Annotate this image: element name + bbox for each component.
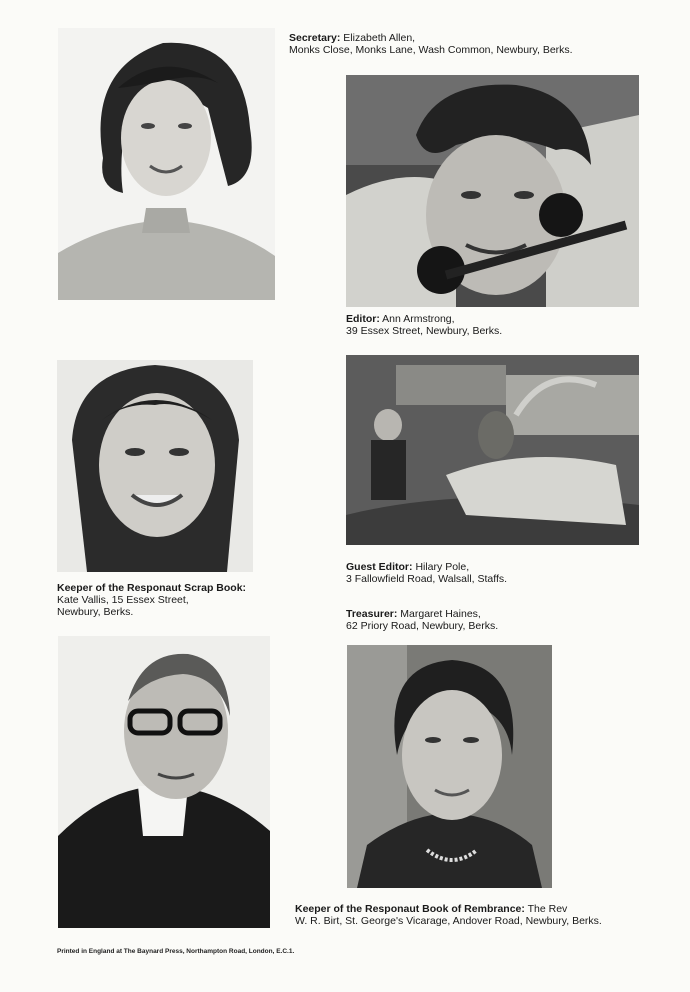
caption-keeper-scrap-book bbox=[57, 582, 246, 618]
photo-secretary bbox=[58, 28, 275, 300]
role-label: Treasurer: bbox=[346, 608, 398, 620]
role-label: Keeper of the Responaut Book of Rembrance: bbox=[295, 903, 525, 915]
role-label: Editor: bbox=[346, 313, 380, 325]
person-address: Monks Close, Monks Lane, Wash Common, Newbury, Berks. bbox=[289, 44, 573, 56]
person-name: Elizabeth Allen, bbox=[343, 32, 416, 44]
photo-keeper-scrap-book bbox=[57, 360, 253, 572]
role-label: Guest Editor: bbox=[346, 561, 413, 573]
person-name: Hilary Pole, bbox=[415, 561, 470, 573]
person-address: 62 Priory Road, Newbury, Berks. bbox=[346, 620, 499, 632]
photo-editor bbox=[346, 75, 639, 307]
photo-treasurer bbox=[347, 645, 552, 888]
printer-footer: Printed in England at The Baynard Press, Northampton Road, London, E.C.1. bbox=[57, 948, 295, 955]
caption-treasurer bbox=[346, 608, 498, 632]
person-name: The Rev bbox=[527, 903, 568, 915]
photo-guest-editor bbox=[346, 355, 639, 545]
caption-secretary bbox=[289, 32, 573, 56]
caption-guest-editor bbox=[346, 561, 507, 585]
person-name: Kate Vallis, 15 Essex Street, bbox=[57, 594, 189, 606]
caption-editor bbox=[346, 313, 502, 337]
person-name: Ann Armstrong, bbox=[382, 313, 455, 325]
photo-keeper-book-of-rembrance bbox=[58, 636, 270, 928]
person-address: W. R. Birt, St. George's Vicarage, Andover Road, Newbury, Berks. bbox=[295, 915, 602, 927]
person-address: 3 Fallowfield Road, Walsall, Staffs. bbox=[346, 573, 508, 585]
caption-keeper-book-of-rembrance bbox=[295, 903, 602, 927]
role-label: Keeper of the Responaut Scrap Book: bbox=[57, 582, 247, 594]
person-address: 39 Essex Street, Newbury, Berks. bbox=[346, 325, 503, 337]
role-label: Secretary: bbox=[289, 32, 341, 44]
person-name: Margaret Haines, bbox=[400, 608, 481, 620]
person-address: Newbury, Berks. bbox=[57, 606, 134, 618]
